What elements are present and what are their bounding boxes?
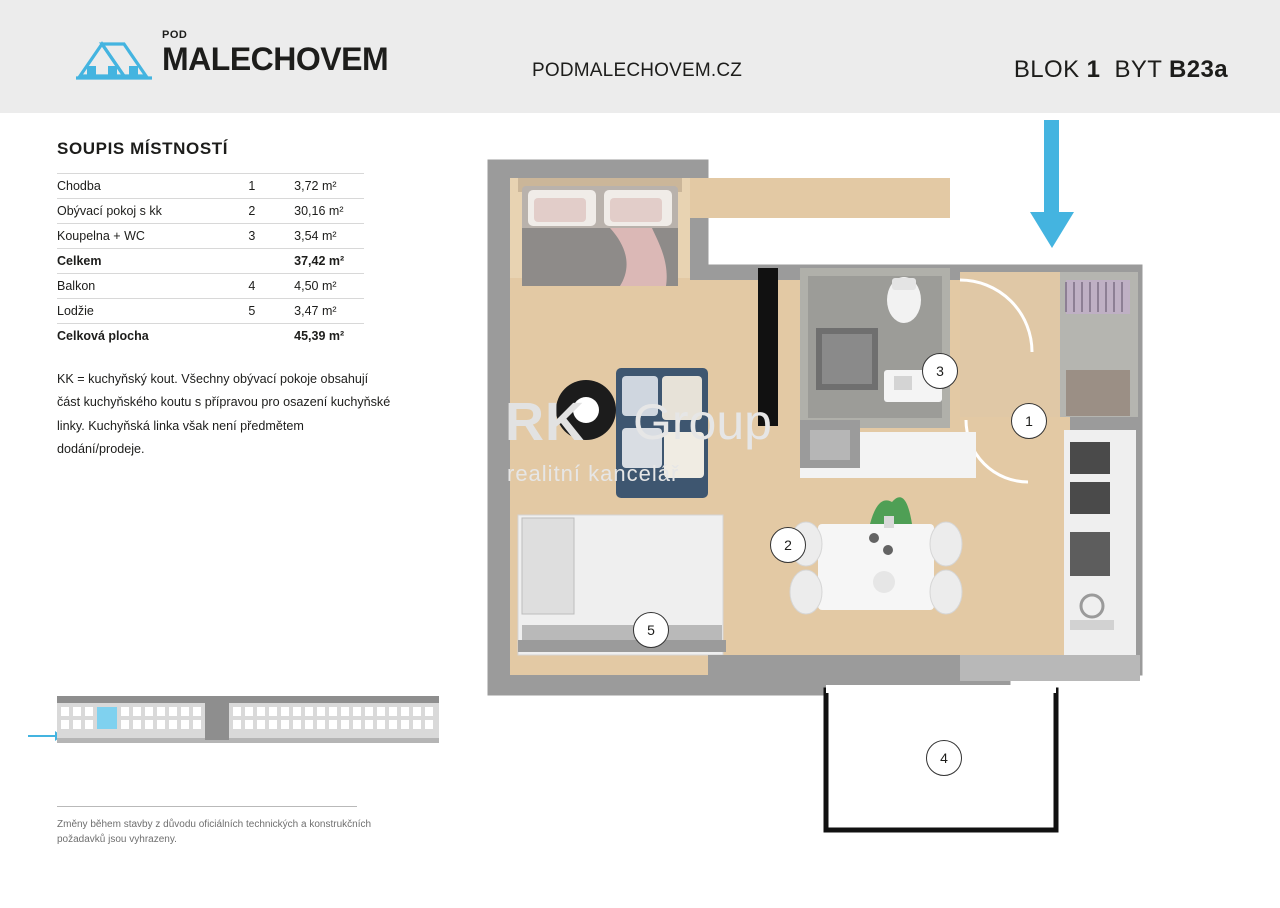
room-area: 45,39 m² bbox=[294, 329, 345, 343]
brand-name bbox=[162, 29, 389, 77]
divider bbox=[57, 806, 357, 807]
room-name: Chodba bbox=[57, 174, 248, 199]
room-number bbox=[248, 324, 294, 349]
byt-label: BYT bbox=[1114, 56, 1162, 83]
loggia-area bbox=[518, 515, 726, 655]
room-badge-2: 2 bbox=[770, 527, 806, 563]
disclaimer-text: Změny během stavby z důvodu oficiálních technických a konstrukčních požadavků jsou vyhrazeny. bbox=[57, 819, 372, 845]
room-area: 4,50 m² bbox=[294, 274, 364, 299]
room-name: Balkon bbox=[57, 274, 248, 299]
house-mountain-logo-icon bbox=[72, 36, 156, 82]
room-badge-3: 3 bbox=[922, 353, 958, 389]
room-area: 3,47 m² bbox=[294, 299, 364, 324]
room-area: 3,72 m² bbox=[294, 174, 364, 199]
rooms-panel bbox=[57, 139, 391, 461]
brand-pod-label: POD bbox=[162, 29, 188, 41]
brand-malechovem-label: MALECHOVEM bbox=[162, 41, 389, 77]
room-number: 3 bbox=[248, 224, 294, 249]
site-url: PODMALECHOVEM.CZ bbox=[532, 60, 743, 81]
disclaimer bbox=[57, 806, 387, 847]
room-badge-1: 1 bbox=[1011, 403, 1047, 439]
room-area: 3,54 m² bbox=[294, 224, 364, 249]
room-badge-5: 5 bbox=[633, 612, 669, 648]
blok-value: 1 bbox=[1086, 56, 1101, 83]
bathroom-area bbox=[800, 268, 950, 428]
page-header bbox=[0, 0, 1280, 113]
unit-identifier bbox=[1014, 56, 1228, 84]
watermark-rk: RK bbox=[505, 392, 585, 452]
room-name: Koupelna + WC bbox=[57, 224, 248, 249]
room-area: 30,16 m² bbox=[294, 199, 364, 224]
room-area: 37,42 m² bbox=[294, 249, 364, 274]
table-row bbox=[57, 274, 364, 299]
room-badge-4: 4 bbox=[926, 740, 962, 776]
room-name: Celkem bbox=[57, 249, 248, 274]
room-number: 4 bbox=[248, 274, 294, 299]
table-row-total bbox=[57, 324, 364, 349]
rooms-panel-title: SOUPIS MÍSTNOSTÍ bbox=[57, 139, 229, 158]
kitchen-note: KK = kuchyňský kout. Všechny obývací pokoje obsahují část kuchyňského koutu s přípravou pro osazení kuchyňské linky. Kuchyňská linka však není předmětem dodání/prodeje. bbox=[57, 372, 391, 456]
bed-furniture bbox=[518, 178, 682, 286]
table-row bbox=[57, 224, 364, 249]
room-name: Celková plocha bbox=[57, 329, 149, 343]
room-number: 5 bbox=[248, 299, 294, 324]
room-name: Lodžie bbox=[57, 299, 248, 324]
room-name: Obývací pokoj s kk bbox=[57, 199, 248, 224]
byt-value: B23a bbox=[1169, 56, 1228, 83]
rooms-table bbox=[57, 173, 364, 348]
table-row bbox=[57, 299, 364, 324]
brand-logo bbox=[72, 29, 389, 82]
watermark-subtitle: realitní kancelář bbox=[507, 461, 680, 486]
room-number: 2 bbox=[248, 199, 294, 224]
kitchen-units bbox=[1064, 430, 1136, 670]
blok-label: BLOK bbox=[1013, 56, 1080, 83]
table-row bbox=[57, 174, 364, 199]
table-row bbox=[57, 199, 364, 224]
floorplan bbox=[470, 120, 1170, 840]
watermark-group: Group bbox=[633, 394, 772, 450]
building-elevation-diagram bbox=[57, 688, 439, 750]
room-number bbox=[248, 249, 294, 274]
room-number: 1 bbox=[248, 174, 294, 199]
table-row-subtotal bbox=[57, 249, 364, 274]
